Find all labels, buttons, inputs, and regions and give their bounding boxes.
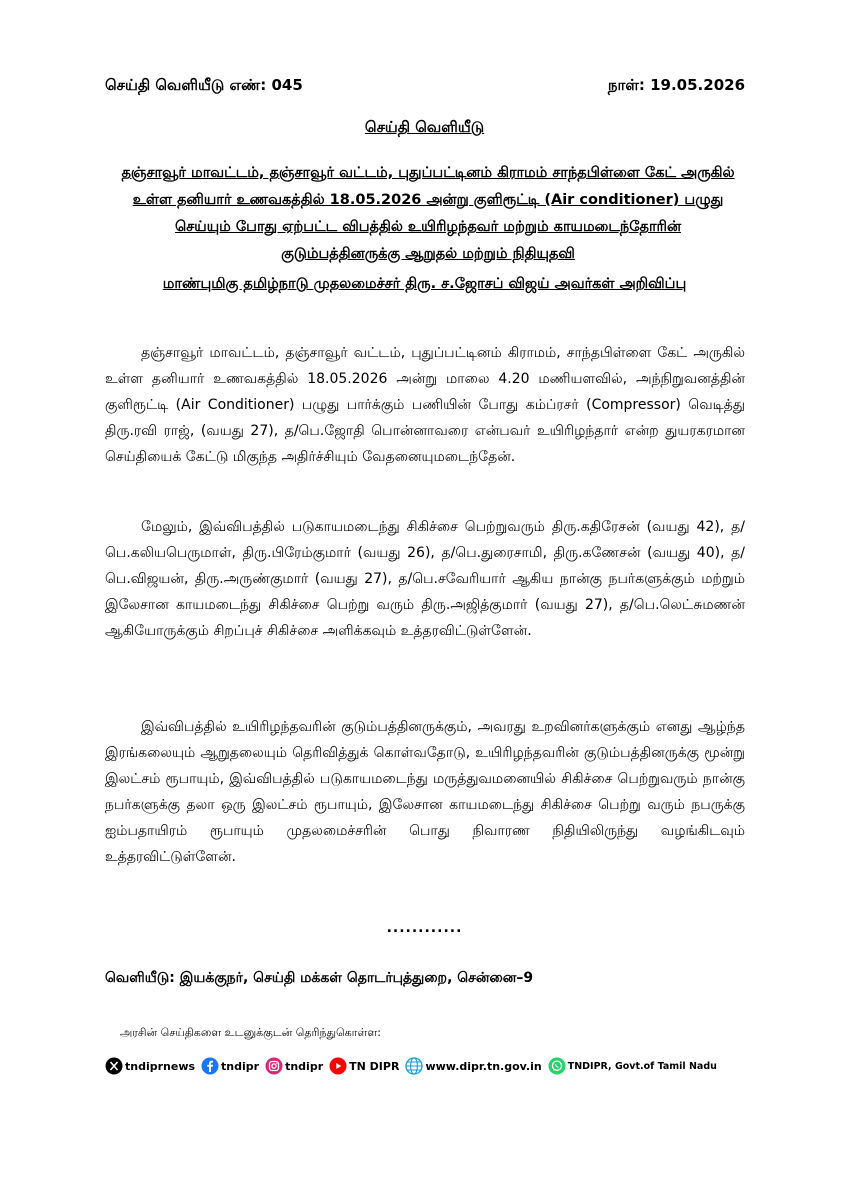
- body-paragraph-3: இவ்விபத்தில் உயிரிழந்தவரின் குடும்பத்தினருக்கும், அவரது உறவினர்களுக்கும் எனது ஆழ்ந்த இரங்கலையும் ஆறுதலையும் தெரிவித்துக் கொள்வதோடு, உயிரிழந்தவரின் குடும்பத்தினருக்கு மூன்று இலட்சம் ரூபாயும், இவ்விபத்தில் படுகாயமடைந்து மருத்துவமனையில் சிகிச்சை பெற்றுவரும் நான்கு நபர்களுக்கு தலா ஒரு இலட்சம் ரூபாயும், இலேசான காயமடைந்து சிகிச்சை பெற்று வரும் நபருக்கு ஐம்பதாயிரம் ரூபாயும் முதலமைச்சரின் பொது நிவாரண நிதியிலிருந்து வழங்கிடவும் உத்தரவிட்டுள்ளேன்.: [105, 719, 745, 865]
- social-link-website[interactable]: [405, 1057, 541, 1075]
- social-link-facebook[interactable]: [201, 1057, 259, 1075]
- separator-dots: ............: [386, 920, 463, 936]
- release-date: நாள்: 19.05.2026: [607, 76, 745, 94]
- instagram-icon: [265, 1057, 283, 1075]
- announcement-heading: மாண்புமிகு தமிழ்நாடு முதலமைச்சர் திரு. ச.ஜோசப் விஜய் அவர்கள் அறிவிப்பு: [162, 276, 687, 292]
- social-label-facebook: tndipr: [221, 1059, 260, 1073]
- social-label-instagram: tndipr: [285, 1059, 324, 1073]
- social-label-x: tndiprnews: [125, 1059, 196, 1073]
- social-link-instagram[interactable]: [265, 1057, 323, 1075]
- youtube-icon: [329, 1057, 347, 1075]
- subject-text: தஞ்சாவூர் மாவட்டம், தஞ்சாவூர் வட்டம், புதுப்பட்டினம் கிராமம் சாந்தபிள்ளை கேட் அருகில் உள்ள தனியார் உணவகத்தில் 18.05.2026 அன்று குளிரூட்டி (Air conditioner) பழுது செய்யும் போது ஏற்பட்ட விபத்தில் உயிரிழந்தவர் மற்றும் காயமடைந்தோரின் குடும்பத்தினருக்கு ஆறுதல் மற்றும் நிதியுதவி: [121, 165, 735, 262]
- social-link-youtube[interactable]: [329, 1057, 399, 1075]
- globe-icon: [405, 1057, 423, 1075]
- whatsapp-icon: [548, 1057, 566, 1075]
- issuer-line: வெளியீடு: இயக்குநர், செய்தி மக்கள் தொடர்புத்துறை, சென்னை–9: [105, 970, 534, 986]
- body-paragraph-1: தஞ்சாவூர் மாவட்டம், தஞ்சாவூர் வட்டம், புதுப்பட்டினம் கிராமம், சாந்தபிள்ளை கேட் அருகில் உள்ள தனியார் உணவகத்தில் 18.05.2026 அன்று மாலை 4.20 மணியளவில், அந்நிறுவனத்தின் குளிரூட்டி (Air Conditioner) பழுது பார்க்கும் பணியின் போது கம்ப்ரசர் (Compressor) வெடித்து திரு.ரவி ராஜ், (வயது 27), த/பெ.ஜோதி பொன்னாவரை என்பவர் உயிரிழந்தார் என்ற துயரகரமான செய்தியைக் கேட்டு மிகுந்த அதிர்ச்சியும் வேதனையுமடைந்தேன்.: [105, 345, 745, 465]
- social-link-whatsapp[interactable]: [548, 1057, 717, 1075]
- subject-heading: [118, 160, 738, 268]
- social-label-website: www.dipr.tn.gov.in: [425, 1059, 542, 1073]
- social-link-x[interactable]: [105, 1057, 195, 1075]
- release-number: செய்தி வெளியீடு எண்: 045: [105, 76, 303, 94]
- social-label-whatsapp: TNDIPR, Govt.of Tamil Nadu: [567, 1060, 717, 1072]
- body-paragraph-2: மேலும், இவ்விபத்தில் படுகாயமடைந்து சிகிச்சை பெற்றுவரும் திரு.கதிரேசன் (வயது 42), த/பெ.கலியபெருமாள், திரு.பிரேம்குமார் (வயது 26), த/பெ.துரைசாமி, திரு.கணேசன் (வயது 40), த/பெ.விஜயன், திரு.அருண்குமார் (வயது 27), த/பெ.சவேரியார் ஆகிய நான்கு நபர்களுக்கும் மற்றும் இலேசான காயமடைந்து சிகிச்சை பெற்று வரும் திரு.அஜித்குமார் (வயது 27), த/பெ.லெட்சுமணன் ஆகியோருக்கும் சிறப்புச் சிகிச்சை அளிக்கவும் உத்தரவிட்டுள்ளேன்.: [105, 519, 745, 639]
- social-label-youtube: TN DIPR: [349, 1059, 400, 1073]
- facebook-icon: [201, 1057, 219, 1075]
- x-icon: [105, 1057, 123, 1075]
- follow-text: அரசின் செய்திகளை உடனுக்குடன் தெரிந்துகொள்ள:: [120, 1026, 381, 1039]
- document-title: செய்தி வெளியீடு: [364, 118, 485, 136]
- social-links-row: [105, 1055, 723, 1077]
